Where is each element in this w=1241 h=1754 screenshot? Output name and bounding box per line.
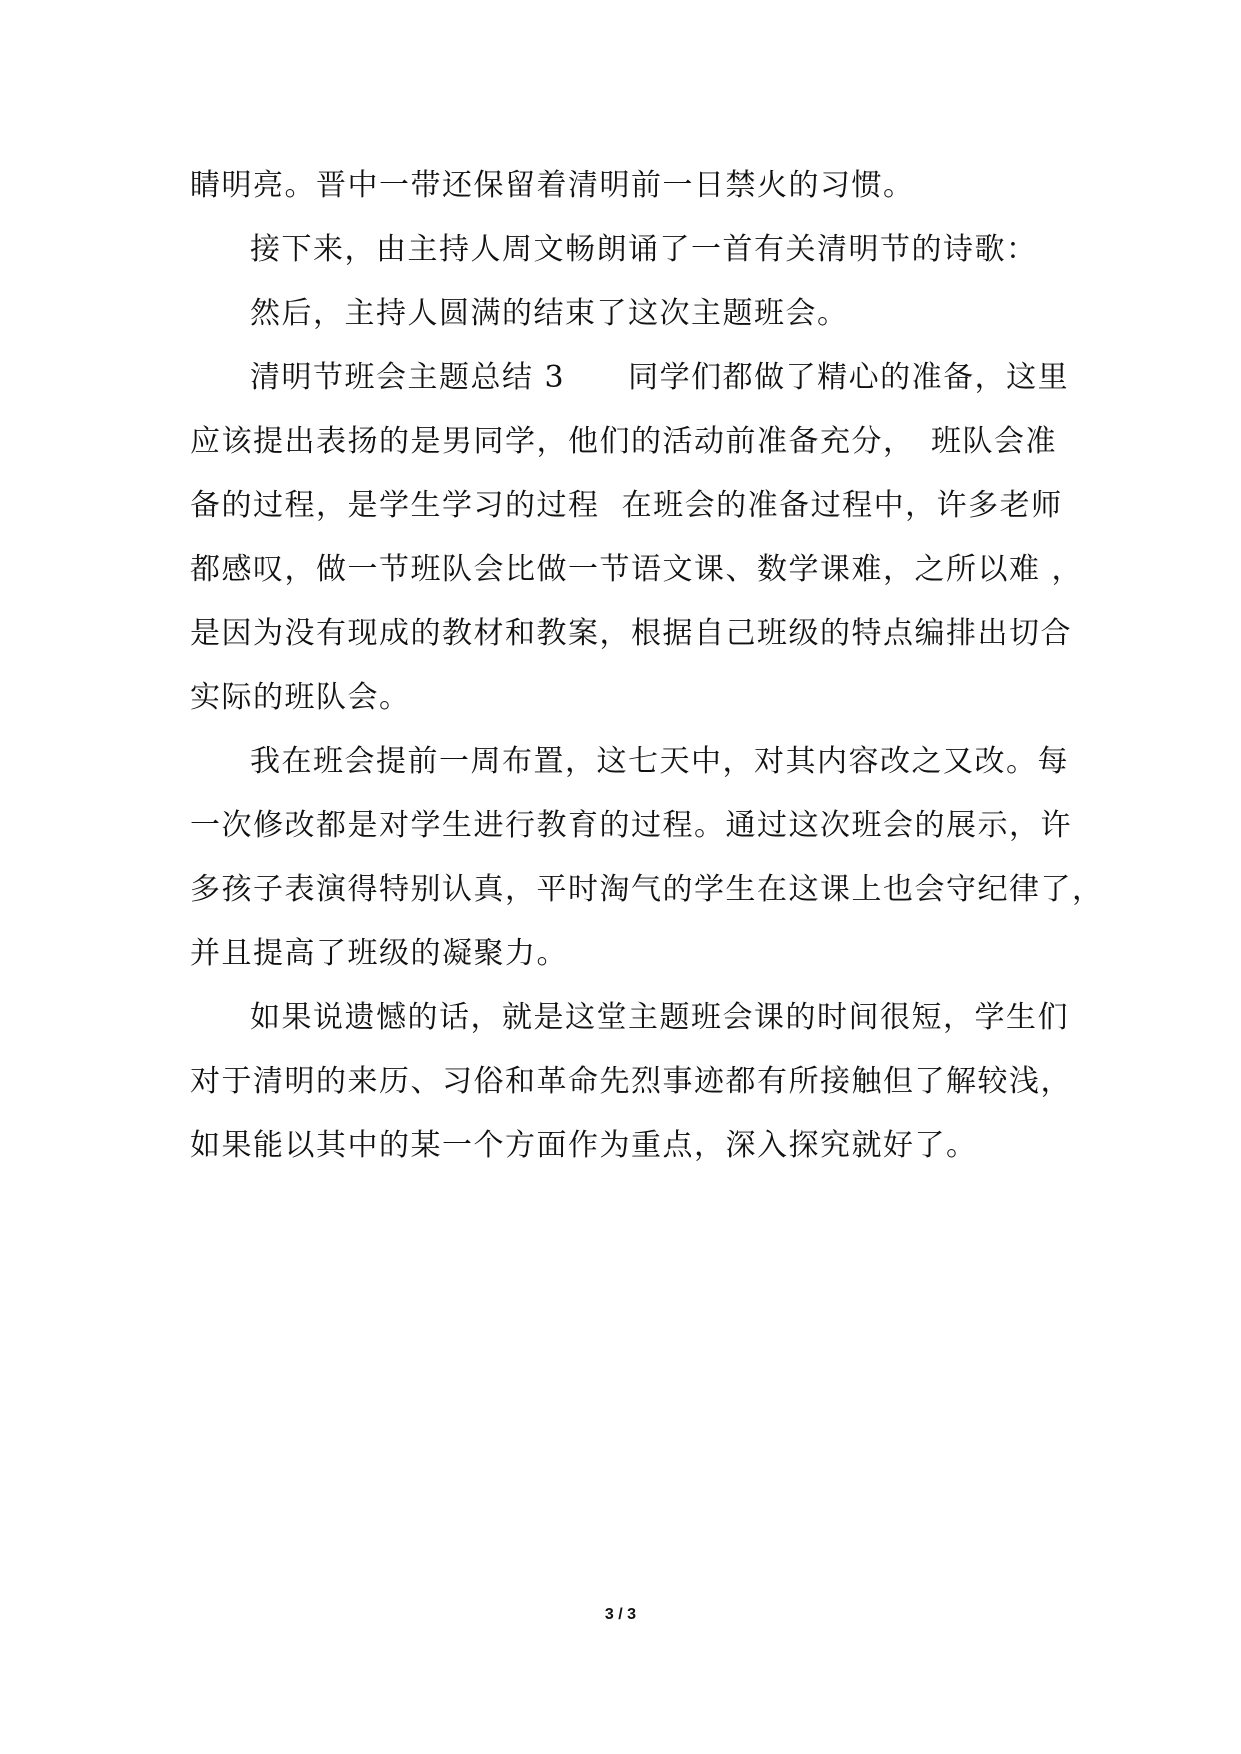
text-line: 并且提高了班级的凝聚力。 [190,936,568,971]
text-line: 睛明亮。晋中一带还保留着清明前一日禁火的习惯。 [190,168,915,203]
document-body [190,154,1104,1178]
text-line: 接下来，由主持人周文畅朗诵了一首有关清明节的诗歌： [250,232,1038,267]
text-line: 然后，主持人圆满的结束了这次主题班会。 [250,296,849,331]
text-line: 多孩子表演得特别认真，平时淘气的学生在这课上也会守纪律了， [190,872,1104,907]
text-line: 清明节班会主题总结 3 同学们都做了精心的准备，这里 [250,360,1070,395]
text-line: 都感叹，做一节班队会比做一节语文课、数学课难，之所以难 ， [190,552,1084,587]
page-number: 3 / 3 [604,1606,637,1623]
text-line: 是因为没有现成的教材和教案，根据自己班级的特点编排出切合 [190,616,1072,651]
text-line: 如果能以其中的某一个方面作为重点，深入探究就好了。 [190,1128,978,1163]
text-line: 实际的班队会。 [190,680,411,715]
text-line: 如果说遗憾的话，就是这堂主题班会课的时间很短，学生们 [250,1000,1069,1035]
text-line: 对于清明的来历、习俗和革命先烈事迹都有所接触但了解较浅， [190,1064,1072,1099]
text-line: 应该提出表扬的是男同学，他们的活动前准备充分， 班队会准 [190,424,1057,459]
text-line: 备的过程，是学生学习的过程 在班会的准备过程中，许多老师 [190,488,1063,523]
text-line: 我在班会提前一周布置，这七天中，对其内容改之又改。每 [250,744,1069,779]
text-line: 一次修改都是对学生进行教育的过程。通过这次班会的展示，许 [190,808,1072,843]
